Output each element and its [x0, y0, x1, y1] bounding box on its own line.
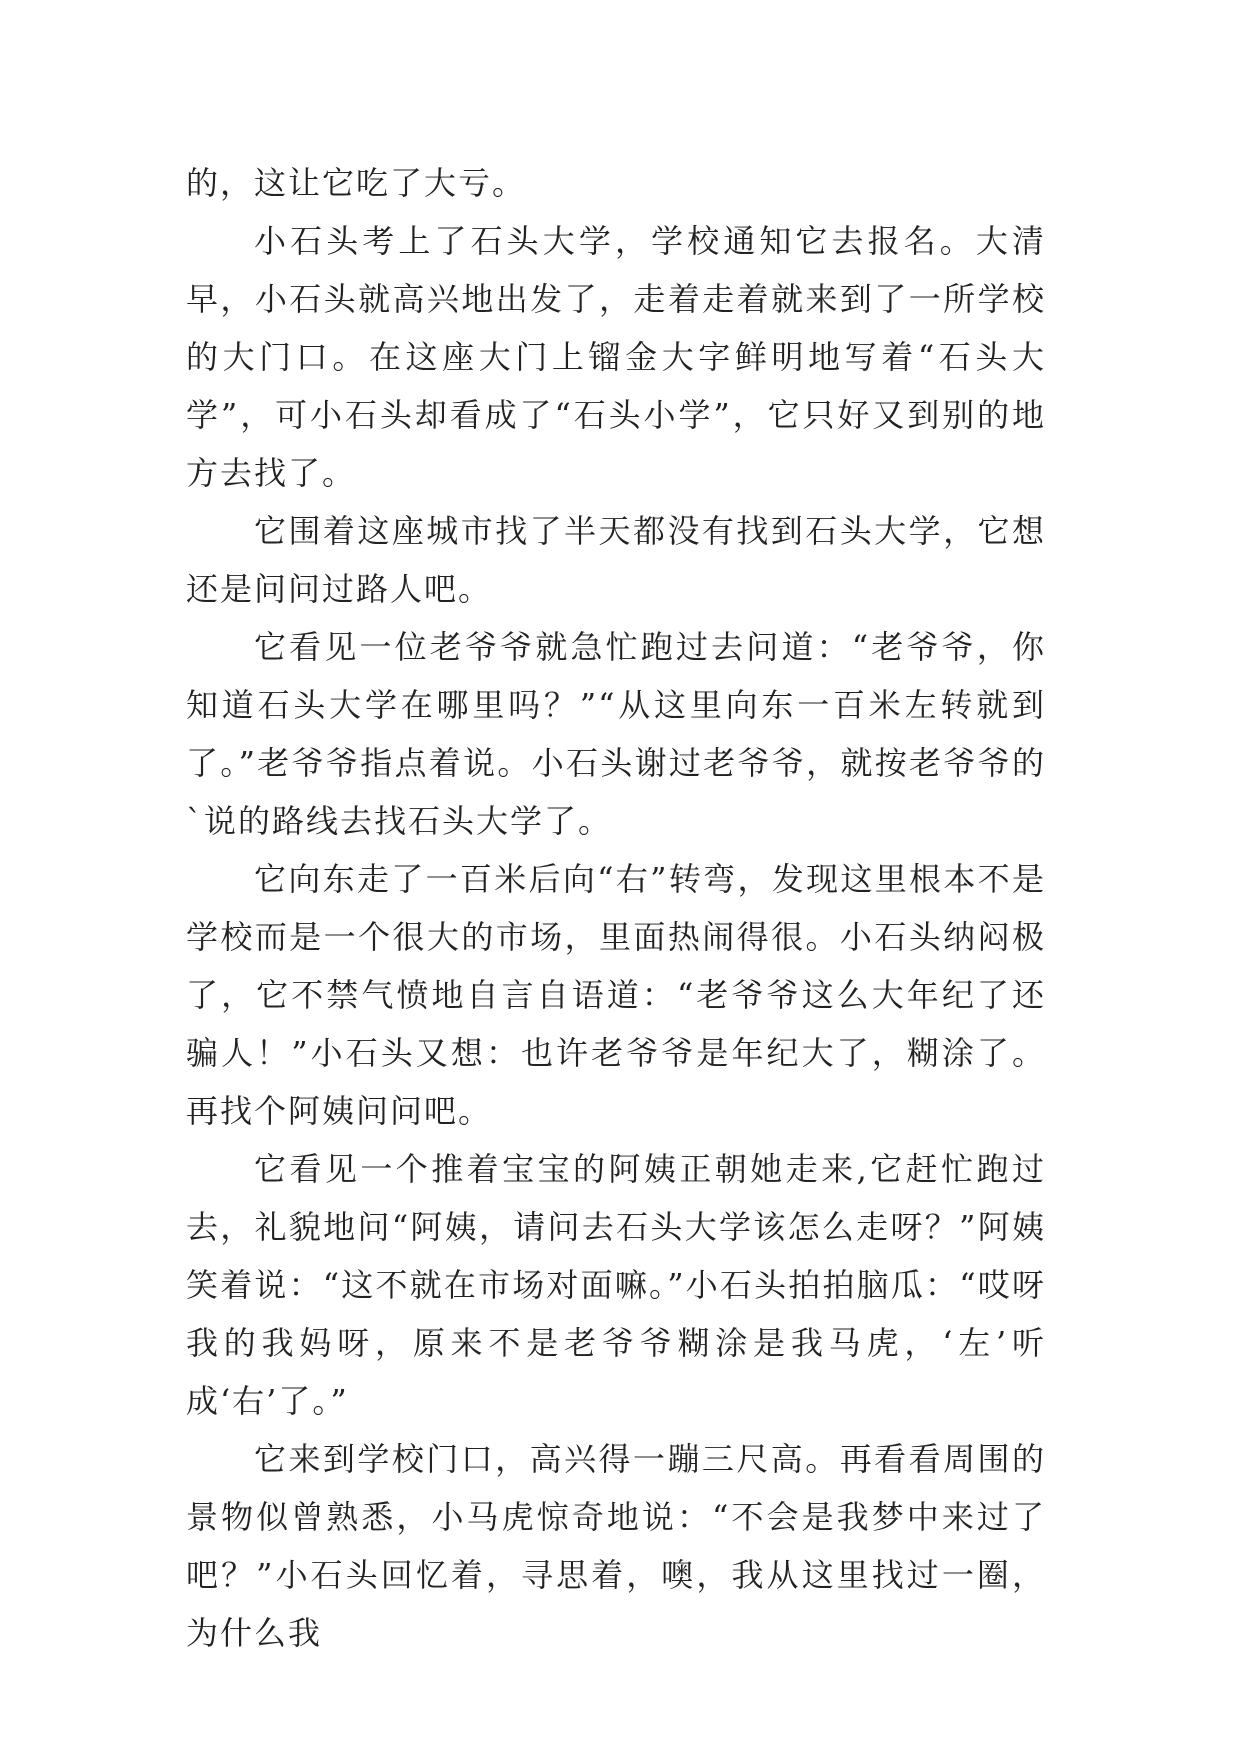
paragraph-market: 它向东走了一百米后向“右”转弯，发现这里根本不是学校而是一个很大的市场，里面热闹得很。小石头纳闷极了，它不禁气愤地自言自语道：“老爷爷这么大年纪了还骗人！”小石头又想：也许老爷爷是年纪大了，糊涂了。再找个阿姨问问吧。	[186, 860, 1046, 1130]
document-body	[186, 154, 1046, 1662]
paragraph-continuation: 的，这让它吃了大亏。	[186, 164, 527, 202]
paragraph-grandpa: 它看见一位老爷爷就急忙跑过去问道：“老爷爷，你知道石头大学在哪里吗？”“从这里向东一百米左转就到了。”老爷爷指点着说。小石头谢过老爷爷，就按老爷爷的`说的路线去找石头大学了。	[186, 628, 1046, 840]
paragraph-admission: 小石头考上了石头大学，学校通知它去报名。大清早，小石头就高兴地出发了，走着走着就来到了一所学校的大门口。在这座大门上镏金大字鲜明地写着“石头大学”，可小石头却看成了“石头小学”，它只好又到别的地方去找了。	[186, 222, 1046, 492]
paragraph-arrival: 它来到学校门口，高兴得一蹦三尺高。再看看周围的景物似曾熟悉，小马虎惊奇地说：“不会是我梦中来过了吧？”小石头回忆着，寻思着，噢，我从这里找过一圈，为什么我	[186, 1440, 1046, 1652]
paragraph-search: 它围着这座城市找了半天都没有找到石头大学，它想还是问问过路人吧。	[186, 512, 1046, 608]
paragraph-aunt: 它看见一个推着宝宝的阿姨正朝她走来,它赶忙跑过去，礼貌地问“阿姨，请问去石头大学该怎么走呀？”阿姨笑着说：“这不就在市场对面嘛。”小石头拍拍脑瓜：“哎呀我的我妈呀，原来不是老爷爷糊涂是我马虎，‘左’听成‘右’了。”	[186, 1150, 1046, 1420]
